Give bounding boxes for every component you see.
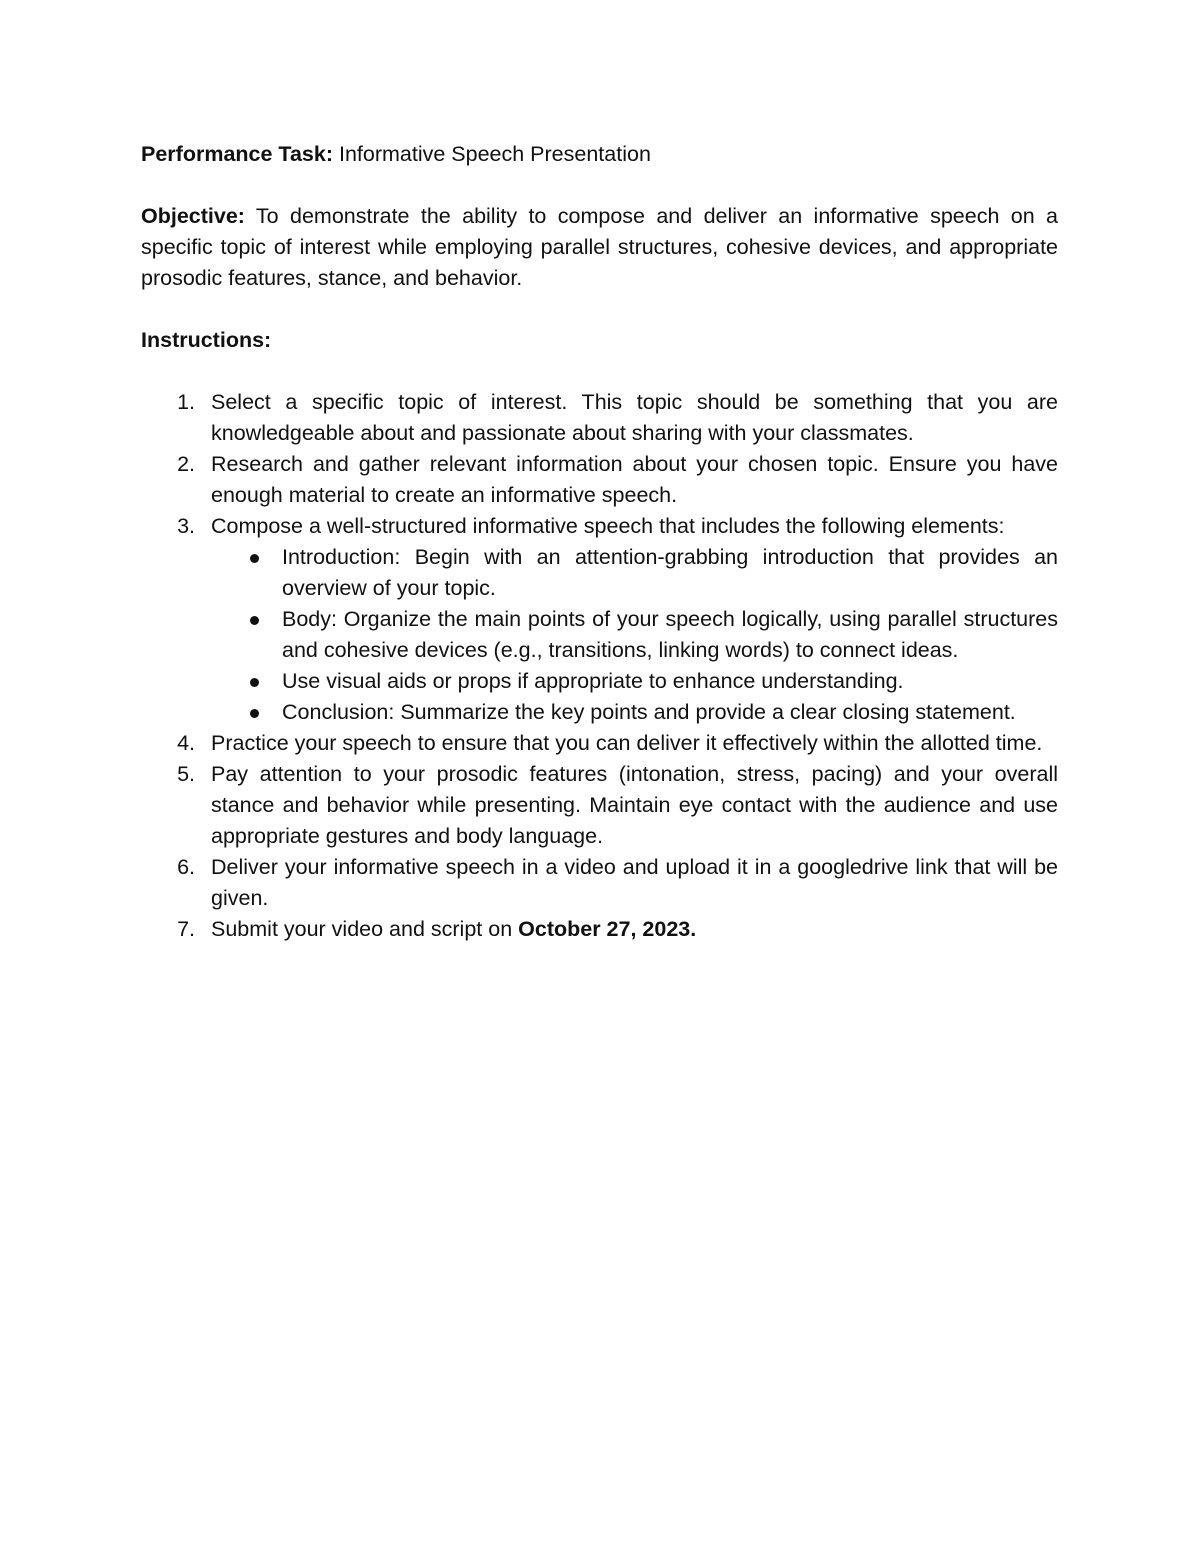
instruction-text: Practice your speech to ensure that you can deliver it effectively within the allotted time.	[211, 731, 1043, 755]
instruction-text: Deliver your informative speech in a video and upload it in a googledrive link that will be given.	[211, 855, 1058, 910]
instruction-text: Research and gather relevant information about your chosen topic. Ensure you have enough material to create an informative speech.	[211, 452, 1058, 507]
sub-list-item	[211, 604, 1058, 666]
instruction-item	[141, 728, 1058, 759]
instruction-item	[141, 511, 1058, 728]
bullet-icon	[250, 616, 259, 625]
instructions-heading: Instructions:	[141, 328, 272, 352]
bullet-icon	[250, 554, 259, 563]
instructions-list	[141, 387, 1058, 945]
instruction-text: Submit your video and script on	[211, 917, 519, 941]
instruction-item	[141, 852, 1058, 914]
task-line	[141, 139, 1058, 170]
sub-item-text: Body: Organize the main points of your speech logically, using parallel structures and cohesive devices (e.g., transitions, linking words) to connect ideas.	[282, 607, 1058, 662]
instruction-number: 1.	[177, 390, 195, 414]
instruction-item	[141, 449, 1058, 511]
objective-label: Objective:	[141, 204, 245, 228]
instruction-text: Pay attention to your prosodic features (intonation, stress, pacing) and your overall stance and behavior while presenting. Maintain eye contact with the audience and use appropriate gestures and body language.	[211, 762, 1058, 848]
instruction-text: Select a specific topic of interest. This topic should be something that you are knowledgeable about and passionate about sharing with your classmates.	[211, 390, 1058, 445]
instruction-number: 2.	[177, 452, 195, 476]
sub-item-text: Conclusion: Summarize the key points and provide a clear closing statement.	[282, 700, 1016, 724]
instruction-item	[141, 759, 1058, 852]
bullet-icon	[250, 709, 259, 718]
sub-item-text: Introduction: Begin with an attention-grabbing introduction that provides an overview of your topic.	[282, 545, 1058, 600]
task-value: Informative Speech Presentation	[333, 142, 651, 166]
task-label: Performance Task:	[141, 142, 333, 166]
document-body	[141, 139, 1058, 945]
instruction-item	[141, 387, 1058, 449]
bullet-icon	[250, 678, 259, 687]
submission-deadline: October 27, 2023.	[518, 917, 697, 941]
speech-elements-list	[211, 542, 1058, 728]
objective-paragraph	[141, 201, 1058, 294]
sub-list-item	[211, 666, 1058, 697]
sub-list-item	[211, 542, 1058, 604]
instruction-item	[141, 914, 1058, 945]
instruction-text: Compose a well-structured informative speech that includes the following elements:	[211, 514, 1005, 538]
sub-item-text: Use visual aids or props if appropriate to enhance understanding.	[282, 669, 904, 693]
objective-text: To demonstrate the ability to compose and deliver an informative speech on a specific topic of interest while employing parallel structures, cohesive devices, and appropriate prosodic features, stance, and behavior.	[141, 204, 1058, 290]
instruction-number: 3.	[177, 514, 195, 538]
instruction-number: 6.	[177, 855, 195, 879]
instruction-number: 5.	[177, 762, 195, 786]
instruction-number: 7.	[177, 917, 195, 941]
sub-list-item	[211, 697, 1058, 728]
instruction-number: 4.	[177, 731, 195, 755]
